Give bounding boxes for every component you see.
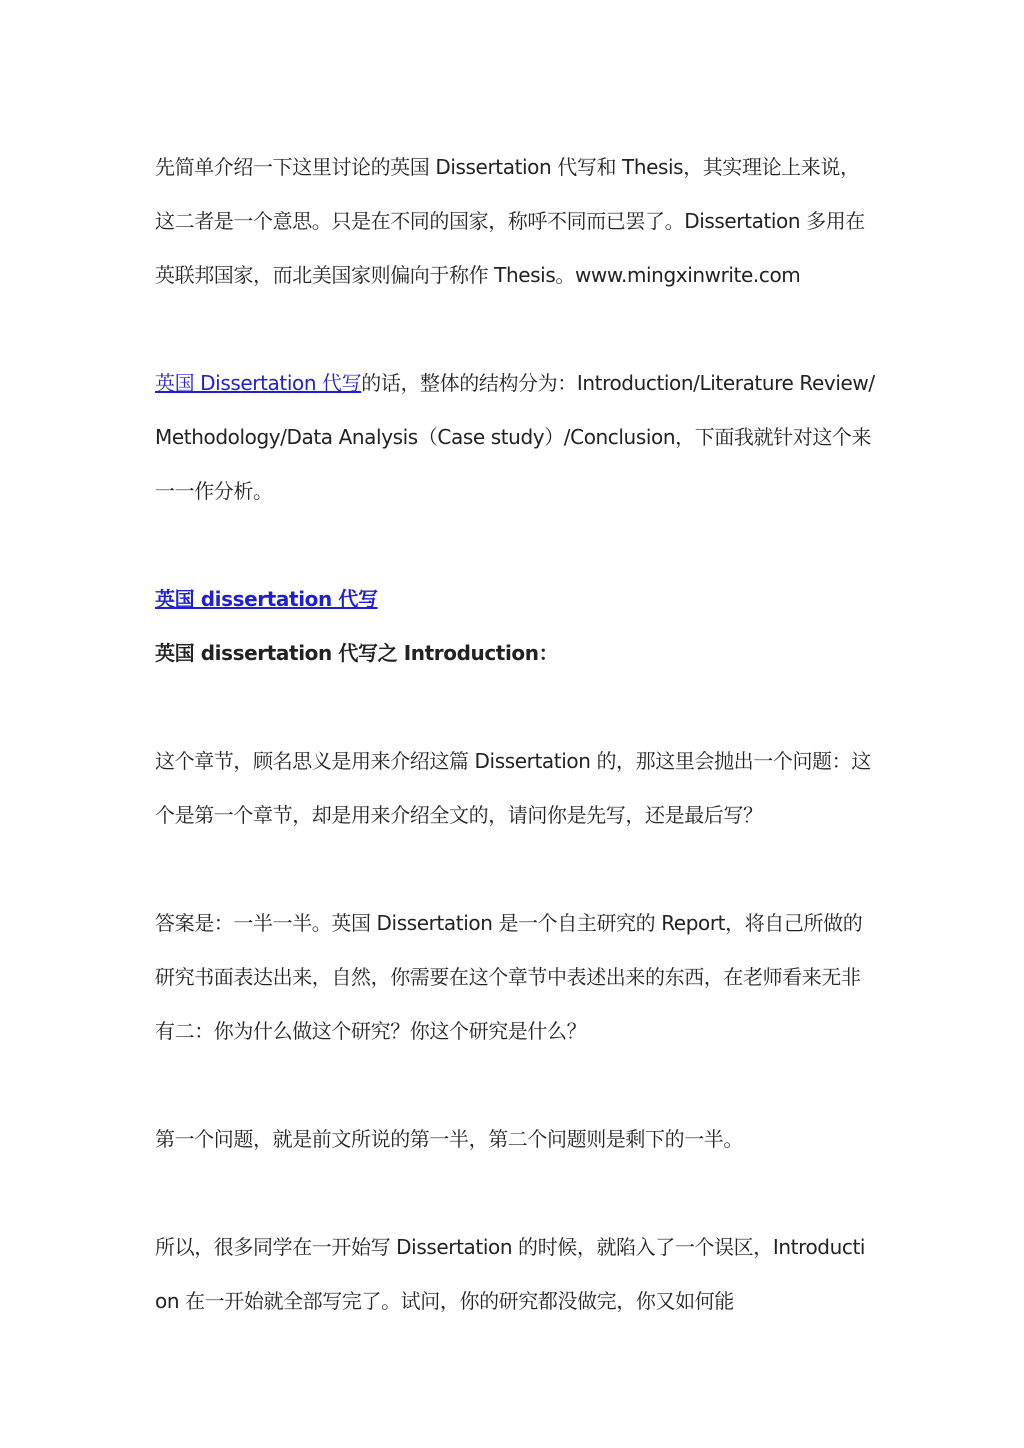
chapter-question-paragraph: 这个章节，顾名思义是用来介绍这篇 Dissertation 的，那这里会抛出一个问题：这个是第一个章节，却是用来介绍全文的，请问你是先写，还是最后写？ [155,749,871,827]
section-heading [155,572,875,626]
structure-text: 的话，整体的结构分为：Introduction/Literature Review/Methodology/Data Analysis（Case study）/Conclusion，下面我就针对这个来一一作分析。 [155,371,875,503]
structure-paragraph [155,356,875,518]
intro-paragraph: 先简单介绍一下这里讨论的英国 Dissertation 代写和 Thesis，其实理论上来说，这二者是一个意思。只是在不同的国家，称呼不同而已罢了。Dissertation 多用在英联邦国家，而北美国家则偏向于称作 Thesis。www.mingxinwrite.com [155,155,865,287]
answer-paragraph: 答案是：一半一半。英国 Dissertation 是一个自主研究的 Report，将自己所做的研究书面表达出来，自然，你需要在这个章节中表述出来的东西，在老师看来无非有二：你为什么做这个研究？你这个研究是什么？ [155,911,863,1043]
section-subheading: 英国 dissertation 代写之 Introduction： [155,641,559,665]
misconception-paragraph: 所以，很多同学在一开始写 Dissertation 的时候，就陷入了一个误区，Introduction 在一开始就全部写完了。试问，你的研究都没做完，你又如何能 [155,1235,866,1313]
dissertation-writing-link[interactable]: 英国 Dissertation 代写 [155,371,362,395]
section-heading-link[interactable]: 英国 dissertation 代写 [155,587,378,611]
first-question-paragraph: 第一个问题，就是前文所说的第一半，第二个问题则是剩下的一半。 [155,1127,743,1151]
document-body [155,140,875,1328]
